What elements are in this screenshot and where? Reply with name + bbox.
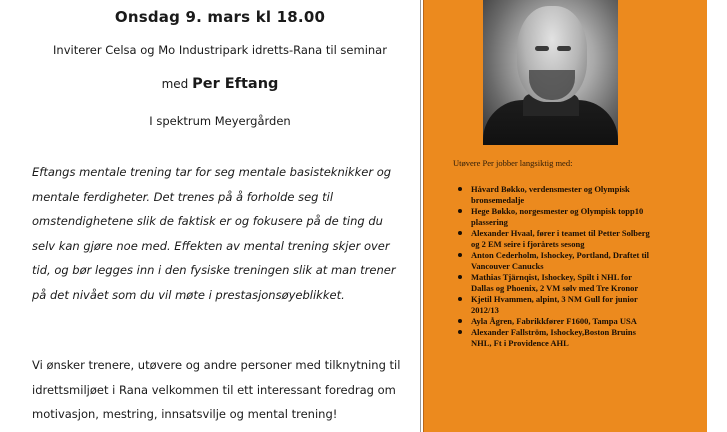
list-item [430,316,652,327]
athletes-heading: Utøvere Per jobber langsiktig med: [453,158,573,168]
list-item [430,294,652,316]
speaker-prefix: med [161,77,193,91]
column-divider [420,0,421,432]
photo-eye-left [535,46,549,51]
speaker-photo [483,0,618,145]
bullet-icon [458,297,462,301]
bullet-icon [458,231,462,235]
list-item [430,206,652,228]
bullet-icon [458,209,462,213]
list-item [430,272,652,294]
welcome-paragraph: Vi ønsker trenere, utøvere og andre personer med tilknytning til idrettsmiljøet i Rana velkommen til ett interessant foredrag om motivasjon, mestring, innsatsvilje og mental trening! [32,358,401,421]
invitation-line: Inviterer Celsa og Mo Industripark idretts-Rana til seminar [53,43,387,57]
athlete-text: Alexander Fallström, Ishockey,Boston Bruins NHL, Ft i Providence AHL [471,327,636,348]
list-item [430,184,652,206]
athletes-list [430,184,652,349]
list-item [430,250,652,272]
athlete-text: Anton Cederholm, Ishockey, Portland, Draftet til Vancouver Canucks [471,250,650,271]
athlete-text: Mathias Tjärnqist, Ishockey, Spilt i NHL for Dallas og Phoenix, 2 VM sølv med Tre Kronor [471,272,639,293]
photo-eye-right [557,46,571,51]
speaker-name: Per Eftang [192,76,279,92]
athlete-text: Alexander Hvaal, fører i teamet til Petter Solberg og 2 EM seire i fjorårets sesong [471,228,650,249]
athlete-text: Håvard Bøkko, verdensmester og Olympisk bronsemedalje [471,184,630,205]
bullet-icon [458,330,462,334]
list-item [430,228,652,250]
bullet-icon [458,187,462,191]
speaker-line [0,76,440,92]
athlete-text: Hege Bøkko, norgesmester og Olympisk topp10 plassering [471,206,644,227]
list-item [430,327,652,349]
bullet-icon [458,275,462,279]
bullet-icon [458,253,462,257]
venue-line: I spektrum Meyergården [149,114,291,128]
athlete-text: Ayla Ågren, Fabrikkfører F1600, Tampa USA [471,316,637,326]
event-date-title: Onsdag 9. mars kl 18.00 [114,8,326,26]
bullet-icon [458,319,462,323]
description-paragraph: Eftangs mentale trening tar for seg mentale basisteknikker og mentale ferdigheter. Det trenes på å forholde seg til omstendighetene slik de faktisk er og fokusere på de ting du selv kan gjøre noe med. Effekten av mental trening skjer over tid, og bør legges inn i den fysiske treningen slik at man trener på det nivået som du vil møte i prestasjonsøyeblikket. [32,165,396,302]
athlete-text: Kjetil Hvammen, alpint, 3 NM Gull for junior 2012/13 [471,294,638,315]
